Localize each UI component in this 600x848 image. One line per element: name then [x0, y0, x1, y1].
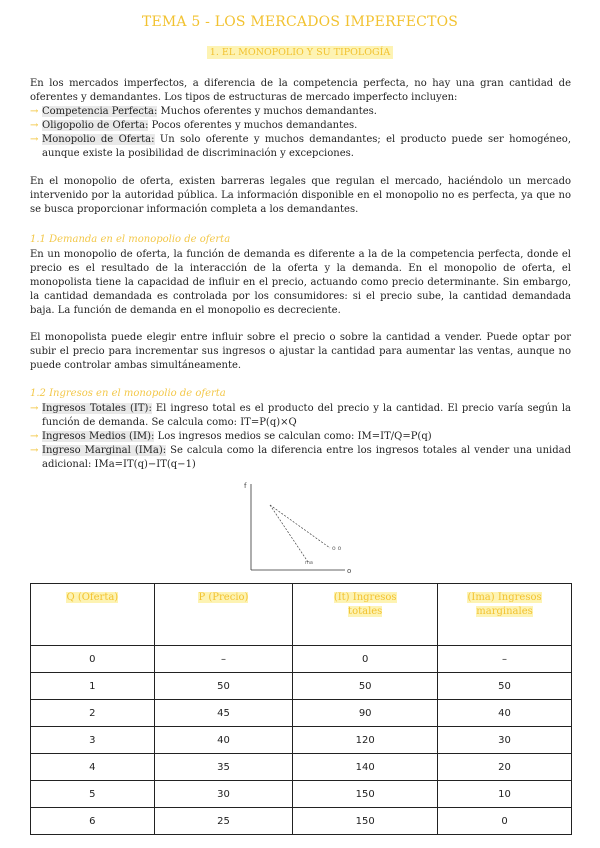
table-cell: 1 [31, 673, 155, 700]
arrow-icon: → [30, 403, 39, 414]
arrow-icon: → [30, 106, 39, 117]
table-cell: 0 [438, 808, 572, 835]
section-subtitle: 1. EL MONOPOLIO Y SU TIPOLOGÍA [0, 47, 600, 58]
table-cell: 40 [438, 700, 572, 727]
table-row [31, 808, 572, 835]
header-q: Q (Oferta) [31, 584, 155, 646]
term-label: Ingreso Marginal (IMa): [42, 445, 167, 456]
term-label: Ingresos Totales (IT): [42, 403, 152, 414]
types-list [30, 105, 571, 161]
marginal-revenue-line [270, 505, 308, 562]
demanda-paragraph: En un monopolio de oferta, la función de demanda es diferente a la de la competencia perfecta, donde el precio es el resultado de la interacción de la oferta y la demanda. En el monopolio de oferta, el monopolista tiene la capacidad de influir en el precio, actuando como precio determinante. Sin embargo, la cantidad demandada es controlada por los consumidores: si el precio sube, la cantidad demandada baja. La función de demanda en el monopolio es decreciente. [30, 249, 571, 316]
list-item: → Oligopolio de Oferta: Pocos oferentes y muchos demandantes. [30, 120, 358, 131]
list-item: → Ingresos Medios (IM): Los ingresos medios se calculan como: IM=IT/Q=P(q) [30, 431, 432, 442]
table-cell: 0 [293, 646, 438, 673]
x-axis-label: o [347, 567, 352, 575]
list-item: → Monopolio de Oferta: Un solo oferente y muchos demandantes; el producto puede ser homogéneo, aunque existe la posibilidad de discriminación y excepciones. [30, 134, 571, 159]
table-cell: 50 [438, 673, 572, 700]
table-row [31, 781, 572, 808]
section-heading-ingresos: 1.2 Ingresos en el monopolio de oferta [30, 388, 226, 399]
average-revenue-line [270, 505, 330, 548]
table-cell: 35 [154, 754, 293, 781]
arrow-icon: → [30, 431, 39, 442]
arrow-icon: → [30, 445, 39, 456]
intro-paragraph: En los mercados imperfectos, a diferencia de la competencia perfecta, no hay una gran cantidad de oferentes y demandantes. Los tipos de estructuras de mercado imperfecto incluyen: [30, 78, 571, 103]
table-cell: 20 [438, 754, 572, 781]
table-cell: 10 [438, 781, 572, 808]
table-cell: 40 [154, 727, 293, 754]
section-heading-demanda: 1.1 Demanda en el monopolio de oferta [30, 234, 231, 245]
table-cell: 30 [438, 727, 572, 754]
arrow-icon: → [30, 120, 39, 131]
table-cell: 3 [31, 727, 155, 754]
curve-label-marginal: ma [305, 560, 313, 566]
eleccion-paragraph: El monopolista puede elegir entre influir sobre el precio o sobre la cantidad a vender. Puede optar por subir el precio para incrementar sus ingresos o ajustar la cantidad para aumentar las ventas, aunque no puede controlar ambas simultáneamente. [30, 332, 571, 371]
table-cell: 2 [31, 700, 155, 727]
table-header-row [31, 584, 572, 646]
table-cell: 0 [31, 646, 155, 673]
table-row [31, 673, 572, 700]
term-label: Monopolio de Oferta: [42, 134, 155, 145]
revenue-table [30, 583, 572, 835]
term-label: Ingresos Medios (IM): [42, 431, 155, 442]
table-row [31, 754, 572, 781]
table-cell: – [438, 646, 572, 673]
list-item: → Competencia Perfecta: Muchos oferentes y muchos demandantes. [30, 106, 377, 117]
table-row [31, 646, 572, 673]
table-cell: 50 [154, 673, 293, 700]
table-cell: 150 [293, 781, 438, 808]
list-item: → Ingreso Marginal (IMa): Se calcula como la diferencia entre los ingresos totales al vender una unidad adicional: IMa=IT(q)−IT(q−1) [30, 445, 571, 470]
header-it: (It) Ingresos totales [293, 584, 438, 646]
header-p: P (Precio) [154, 584, 293, 646]
table-body [31, 646, 572, 835]
table-cell: 25 [154, 808, 293, 835]
table-cell: 90 [293, 700, 438, 727]
term-label: Oligopolio de Oferta: [42, 120, 149, 131]
table-cell: 120 [293, 727, 438, 754]
table-cell: 5 [31, 781, 155, 808]
table-cell: 30 [154, 781, 293, 808]
table-row [31, 700, 572, 727]
table-cell: 4 [31, 754, 155, 781]
table-row [31, 727, 572, 754]
arrow-icon: → [30, 134, 39, 145]
y-axis-label: f [244, 482, 247, 490]
table-cell: 6 [31, 808, 155, 835]
term-label: Competencia Perfecta: [42, 106, 158, 117]
table-cell: 140 [293, 754, 438, 781]
header-ima: (Ima) Ingresos marginales [438, 584, 572, 646]
table-cell: 45 [154, 700, 293, 727]
demand-sketch [244, 480, 355, 576]
ingresos-list [30, 402, 571, 472]
table-cell: 150 [293, 808, 438, 835]
curve-label-demand: o o [332, 545, 342, 552]
table-cell: 50 [293, 673, 438, 700]
list-item: → Ingresos Totales (IT): El ingreso total es el producto del precio y la cantidad. El precio varía según la función de demanda. Se calcula como: IT=P(q)×Q [30, 403, 571, 428]
table-cell: – [154, 646, 293, 673]
monopolio-paragraph: En el monopolio de oferta, existen barreras legales que regulan el mercado, haciéndolo un mercado intervenido por la autoridad pública. La información disponible en el monopolio no es perfecta, ya que no se busca proporcionar información completa a los demandantes. [30, 176, 571, 215]
page-title: TEMA 5 - LOS MERCADOS IMPERFECTOS [141, 14, 459, 30]
